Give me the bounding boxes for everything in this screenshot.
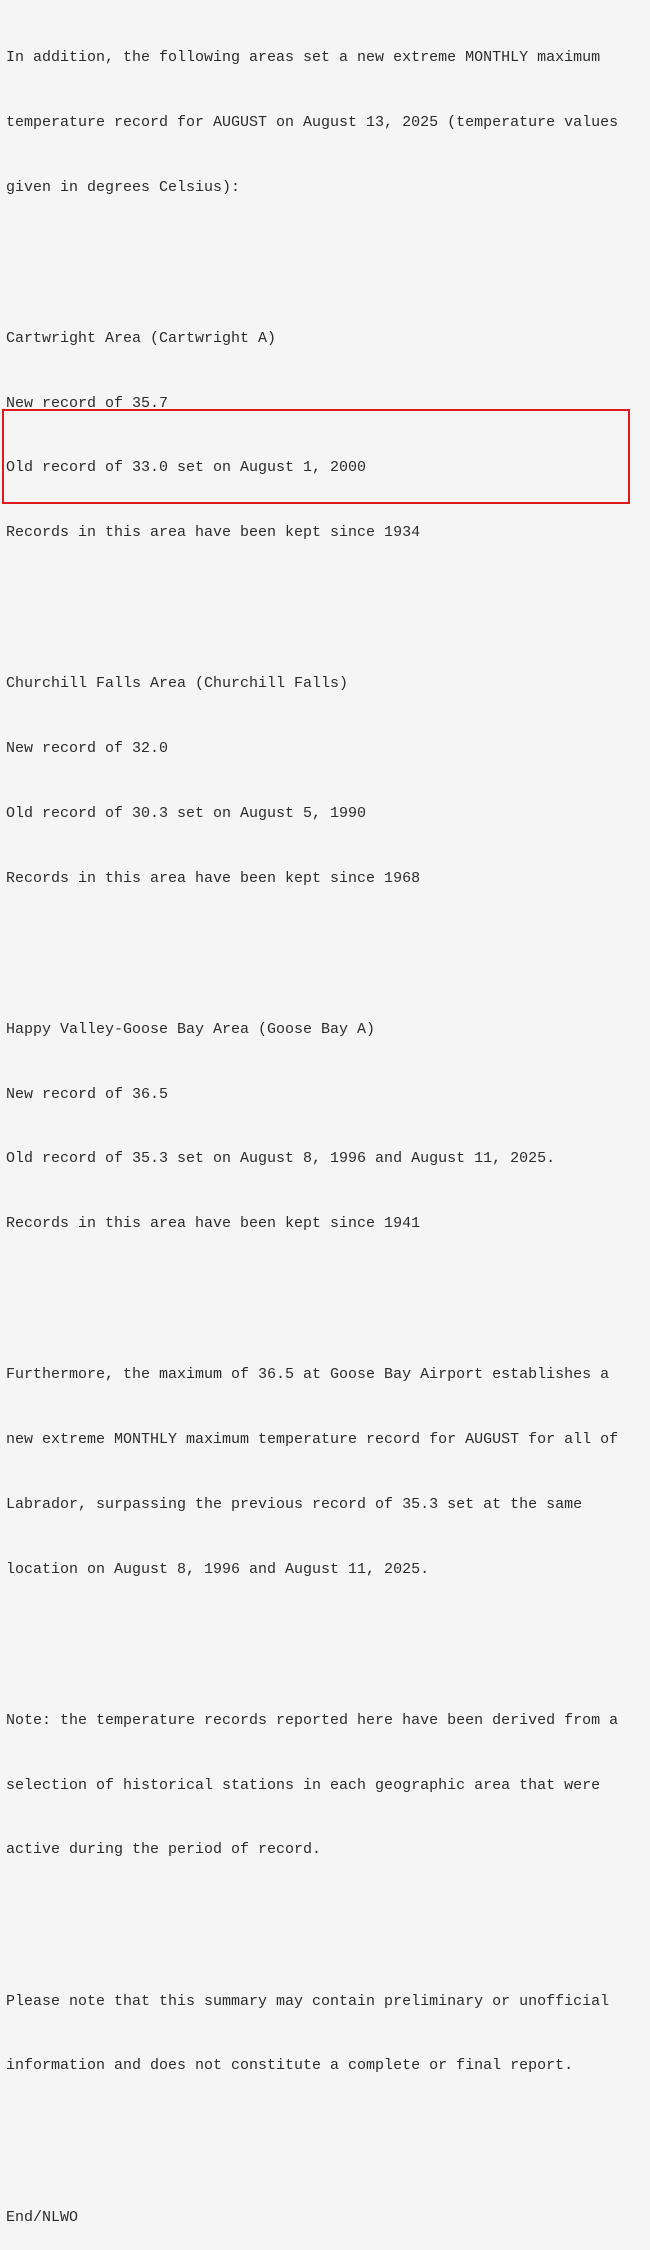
spacer [6,242,646,264]
area-old-record: Old record of 30.3 set on August 5, 1990 [6,804,367,822]
area-kept-since: Records in this area have been kept since 1968 [6,869,421,887]
area-new-record: New record of 36.5 [6,1085,169,1103]
intro-line-2: temperature record for AUGUST on August 13, 2025 (temperature values [6,113,619,131]
disclaimer-line-1: Please note that this summary may contain preliminary or unofficial [6,1992,610,2010]
spacer [6,1278,646,1300]
highlight-line-1: Furthermore, the maximum of 36.5 at Goose Bay Airport establishes a [6,1366,610,1384]
spacer [6,1624,646,1646]
spacer [6,933,646,955]
spacer [6,587,646,609]
disclaimer-line-2: information and does not constitute a complete or final report. [6,2057,574,2075]
intro-line-1: In addition, the following areas set a new extreme MONTHLY maximum [6,49,601,67]
bulletin-text [6,4,646,2250]
area-old-record: Old record of 35.3 set on August 8, 1996 and August 11, 2025. [6,1150,556,1168]
area-kept-since: Records in this area have been kept since 1934 [6,524,421,542]
spacer [6,2120,646,2142]
note-line-2: selection of historical stations in each geographic area that were [6,1776,601,1794]
note-line-1: Note: the temperature records reported here have been derived from a [6,1711,619,1729]
area-name: Churchill Falls Area (Churchill Falls) [6,675,349,693]
area-new-record: New record of 32.0 [6,740,169,758]
area-old-record: Old record of 33.0 set on August 1, 2000 [6,459,367,477]
highlight-line-2: new extreme MONTHLY maximum temperature record for AUGUST for all of [6,1431,619,1449]
highlight-line-4: location on August 8, 1996 and August 11, 2025. [6,1560,430,1578]
spacer [6,1904,646,1926]
highlight-line-3: Labrador, surpassing the previous record of 35.3 set at the same [6,1495,583,1513]
area-kept-since: Records in this area have been kept since 1941 [6,1215,421,1233]
area-new-record: New record of 35.7 [6,394,169,412]
intro-line-3: given in degrees Celsius): [6,178,241,196]
note-line-3: active during the period of record. [6,1841,322,1859]
area-name: Happy Valley-Goose Bay Area (Goose Bay A) [6,1020,376,1038]
area-name: Cartwright Area (Cartwright A) [6,329,277,347]
signoff: End/NLWO [6,2208,79,2226]
